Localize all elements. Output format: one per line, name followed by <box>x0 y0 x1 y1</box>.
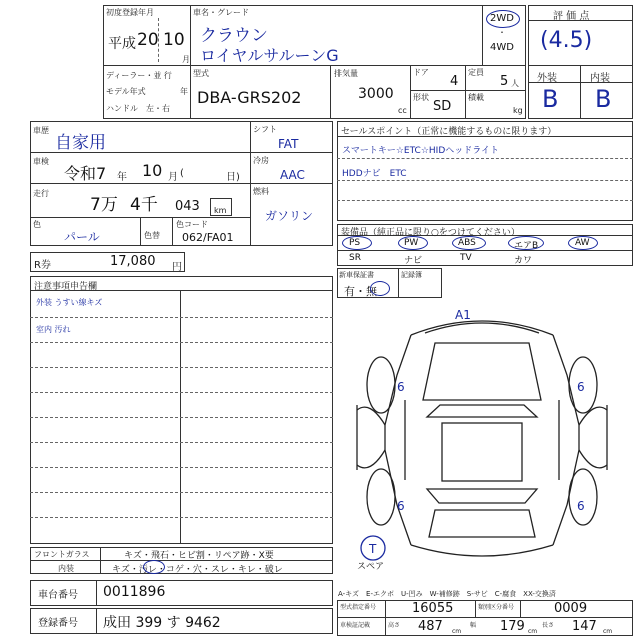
interior-label: 内装 <box>590 73 610 84</box>
diagram-mark-rear-left: 6 <box>397 499 405 513</box>
equipment-label: 装備品（純正品に限り○をつけてください） <box>341 228 520 238</box>
equip-tv: TV <box>460 253 472 263</box>
diagram-spare-label: スペア <box>357 562 385 570</box>
damage-legend: A-キズ E-エクボ U-凹み W-補修跡 S-サビ C-腐食 XX-交換済 <box>338 590 556 598</box>
plate-value: 成田 399 す 9462 <box>103 615 221 631</box>
width-label: 幅 <box>470 622 477 629</box>
equip-aw: AW <box>575 238 590 248</box>
diagram-mark-front-left: 6 <box>397 380 405 394</box>
equip-navi: ナビ <box>404 256 423 266</box>
color-value: パール <box>64 230 100 244</box>
designation-label-2: 類別区分番号 <box>478 604 515 611</box>
displacement-label: 排気量 <box>334 69 358 78</box>
equip-pw: PW <box>404 238 419 248</box>
first-reg-label: 初度登録年月 <box>106 8 154 17</box>
color-code-label: 色コード <box>176 220 208 229</box>
mileage-rest: 043 <box>175 199 200 214</box>
mileage-sen: 4千 <box>130 195 158 215</box>
chassis-label: 車台番号 <box>38 590 78 601</box>
first-reg-era: 平成 <box>108 36 136 52</box>
car-name-label: 車名・グレード <box>193 8 249 17</box>
recycle-box <box>30 252 185 272</box>
record-label: 記録簿 <box>401 271 422 279</box>
model-code-label: 型式 <box>193 69 209 78</box>
warranty-value: 有・無 <box>344 285 377 298</box>
score-label: 評 価 点 <box>553 11 590 22</box>
sales-point-2: HDDナビ ETC <box>342 169 407 179</box>
height-unit: cm <box>452 628 462 635</box>
model-code: DBA-GRS202 <box>197 88 302 107</box>
first-reg-year: 20 <box>137 30 159 50</box>
score-value: (4.5) <box>540 28 593 53</box>
mileage-man: 7万 <box>90 195 118 215</box>
shape-label: 形状 <box>413 93 429 102</box>
designation-value-2: 0009 <box>554 601 588 616</box>
designation-label-1: 型式指定番号 <box>340 604 377 611</box>
recycle-unit: 円 <box>172 262 182 273</box>
displacement-value: 3000 <box>358 86 394 102</box>
sales-point-1: スマートキー☆ETC☆HIDヘッドライト <box>342 146 499 156</box>
door-label: ドア <box>413 68 429 77</box>
interior-value: B <box>595 85 612 113</box>
handle-label: ハンドル 左・右 <box>106 104 170 113</box>
height-label: 高さ <box>388 622 401 629</box>
inspection-month-unit: 月 <box>168 172 178 183</box>
plate-label: 登録番号 <box>38 618 78 629</box>
shift-label: シフト <box>253 125 277 134</box>
color-change-label: 色替 <box>144 231 160 240</box>
sales-points-label: セールスポイント（正常に機能するものに限ります） <box>341 127 557 137</box>
notes-label: 注意事項申告欄 <box>34 282 98 292</box>
model-year-label: モデル年式 <box>106 87 146 96</box>
note-line-2: 室内 汚れ <box>36 325 71 334</box>
fuel-value: ガソリン <box>265 209 314 223</box>
interior-cond-text: キズ・汚レ・コゲ・穴・スレ・キレ・破レ <box>112 565 283 575</box>
width-value: 179 <box>500 619 525 634</box>
equip-sr: SR <box>349 253 361 263</box>
capacity-label: 定員 <box>468 68 484 77</box>
exterior-label: 外装 <box>537 73 557 84</box>
inspection-label: 車検 <box>33 157 49 166</box>
cooler-value: AAC <box>280 168 305 182</box>
model-year-unit: 年 <box>180 87 188 96</box>
inspection-era: 令和7 <box>64 164 107 183</box>
designation-value-1: 16055 <box>412 601 454 616</box>
car-grade: ロイヤルサルーンG <box>200 46 339 65</box>
drive-4wd: 4WD <box>490 42 514 53</box>
load-label: 積載 <box>468 93 484 102</box>
diagram-mark-rear-right: 6 <box>577 499 585 513</box>
first-reg-month: 10 <box>163 30 185 50</box>
cert-label: 車検証記載 <box>340 622 371 629</box>
car-name: クラウン <box>200 26 268 46</box>
drive-dot: ・ <box>498 28 506 37</box>
color-code: 062/FA01 <box>182 231 234 244</box>
note-line-1: 外装 うすい線キズ <box>36 298 103 307</box>
car-diagram <box>345 305 620 570</box>
inspection-day-unit: 日) <box>226 172 240 183</box>
capacity-value: 5 <box>500 74 509 89</box>
equip-abs: ABS <box>458 238 476 248</box>
diagram-mark-a1: A1 <box>455 308 471 322</box>
cooler-label: 冷房 <box>253 156 269 165</box>
equip-airbag: エアB <box>514 241 539 251</box>
exterior-value: B <box>542 85 559 113</box>
length-label: 長さ <box>542 622 555 629</box>
load-unit: kg <box>513 106 523 115</box>
warranty-label: 新車保証書 <box>339 271 374 279</box>
inspection-year-unit: 年 <box>117 172 127 183</box>
fuel-label: 燃料 <box>253 187 269 196</box>
displacement-unit: cc <box>398 106 407 115</box>
length-value: 147 <box>572 619 597 634</box>
interior-cond-label: 内装 <box>58 564 74 573</box>
drive-2wd: 2WD <box>490 13 514 24</box>
equip-leather: カワ <box>514 256 533 266</box>
first-reg-month-unit: 月 <box>182 55 190 64</box>
recycle-value: 17,080 <box>110 254 156 269</box>
inspection-month: 10 <box>142 161 163 180</box>
diagram-mark-front-right: 6 <box>577 380 585 394</box>
category-label: 車歴 <box>33 126 49 135</box>
shift-value: FAT <box>278 137 299 151</box>
diagram-spare-t: T <box>369 542 377 556</box>
chassis-value: 0011896 <box>103 584 166 600</box>
mileage-label: 走行 <box>33 189 49 198</box>
door-value: 4 <box>450 74 459 89</box>
shape-value: SD <box>433 99 452 114</box>
recycle-label: R券 <box>34 260 51 271</box>
width-unit: cm <box>528 628 538 635</box>
front-glass-text: キズ・飛石・ヒビ割・リペア跡・X要 <box>124 551 274 561</box>
equip-ps: PS <box>349 238 361 248</box>
category-value: 自家用 <box>55 133 106 153</box>
dealer-label: ディーラー・並 行 <box>106 71 172 80</box>
capacity-unit: 人 <box>511 79 519 88</box>
color-label: 色 <box>33 220 41 229</box>
mileage-unit: km <box>214 206 227 215</box>
front-glass-label: フロントガラス <box>34 550 90 559</box>
height-value: 487 <box>418 619 443 634</box>
length-unit: cm <box>603 628 613 635</box>
